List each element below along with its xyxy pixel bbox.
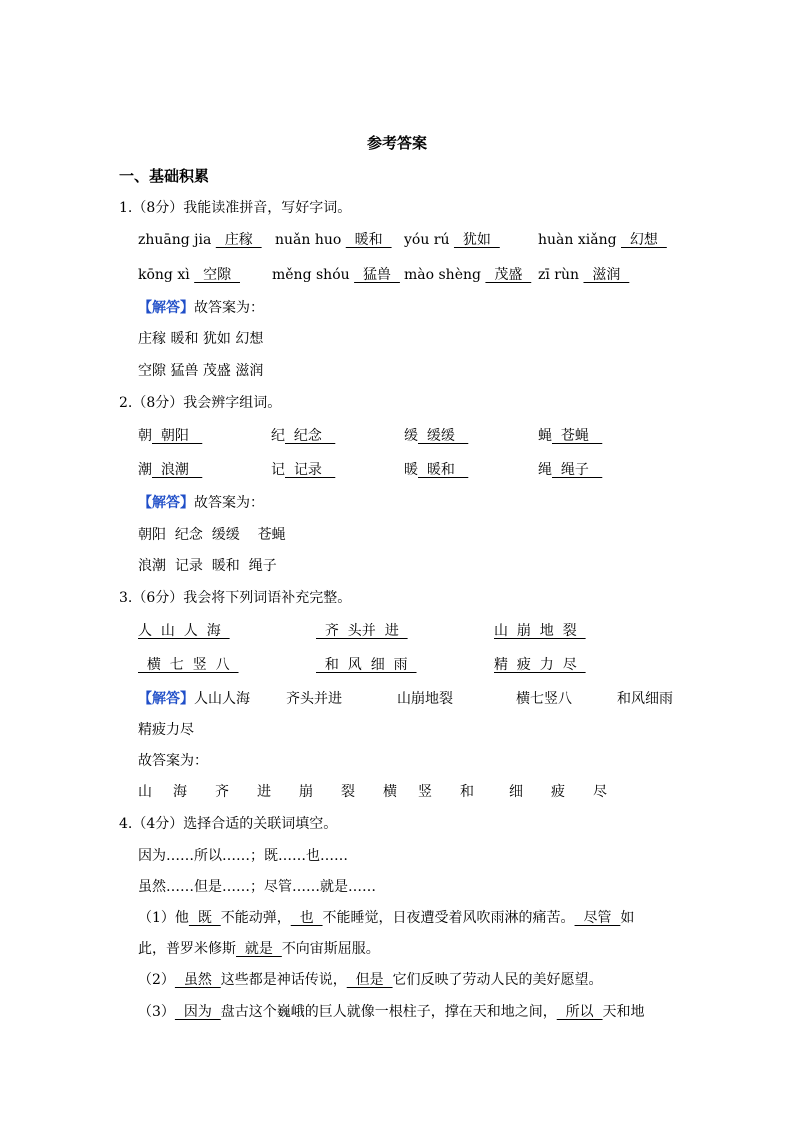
q1-row2-item: kōng xì 空隙 bbox=[138, 267, 240, 283]
answer-blank: 猛兽 bbox=[354, 267, 400, 283]
q3-answer-idiom: 横七竖八 bbox=[516, 691, 572, 707]
page-title: 参考答案 bbox=[366, 134, 427, 152]
q2-row2-item: 记 记录 bbox=[271, 462, 336, 478]
q1-row1-item: yóu rú 犹如 bbox=[404, 232, 500, 248]
q3-idiom: 山 崩 地 裂 bbox=[494, 623, 586, 639]
q2-answer-line-2: 浪潮 记录 暖和 绳子 bbox=[138, 558, 277, 574]
answer-blank: 也 bbox=[290, 910, 323, 926]
q1-row2-item: zī rùn 滋润 bbox=[538, 267, 630, 283]
answer-blank: 苍蝇 bbox=[552, 428, 603, 444]
answer-blank: 虽然 bbox=[174, 972, 221, 988]
q3-idiom: 精 疲 力 尽 bbox=[494, 657, 586, 673]
answer-blank: 既 bbox=[188, 910, 221, 926]
q1-row1-item: nuǎn huo 暖和 bbox=[275, 232, 392, 248]
jieda-tag: 【解答】 bbox=[138, 495, 194, 511]
answer-blank: 浪潮 bbox=[152, 462, 203, 478]
question-4-heading: 4.（4分）选择合适的关联词填空。 bbox=[119, 816, 338, 832]
answer-blank: 朝阳 bbox=[152, 428, 203, 444]
answer-blank: 所以 bbox=[556, 1004, 603, 1020]
q2-row1-item: 纪 纪念 bbox=[271, 428, 336, 444]
answer-blank: 绳子 bbox=[552, 462, 603, 478]
q3-answer-char: 齐 bbox=[215, 784, 229, 800]
q2-row1-item: 朝 朝阳 bbox=[138, 428, 203, 444]
answer-blank: 记录 bbox=[285, 462, 336, 478]
q3-answer-char: 横 bbox=[383, 784, 397, 800]
q3-idiom: 齐 头并 进 bbox=[316, 623, 408, 639]
q4-sentence-1-cont: 此，普罗米修斯 就是 不向宙斯屈服。 bbox=[138, 941, 380, 957]
q1-row1-item: zhuāng jia 庄稼 bbox=[138, 232, 262, 248]
q4-sentence-2: （2） 虽然 这些都是神话传说， 但是 它们反映了劳动人民的美好愿望。 bbox=[138, 972, 603, 988]
answer-blank: 缓缓 bbox=[418, 428, 469, 444]
q3-explanation: 【解答】人山人海 bbox=[138, 691, 250, 707]
q3-answer-char: 细 bbox=[509, 784, 523, 800]
answer-blank: 因为 bbox=[174, 1004, 221, 1020]
q2-answer-line-1: 朝阳 纪念 缓缓 苍蝇 bbox=[138, 527, 286, 543]
q1-row2-item: měng shóu 猛兽 bbox=[272, 267, 400, 283]
answer-blank: 犹如 bbox=[453, 232, 500, 248]
q3-answer-char: 尽 bbox=[593, 784, 607, 800]
q4-sentence-3: （3） 因为 盘古这个巍峨的巨人就像一根柱子，撑在天和地之间， 所以 天和地 bbox=[138, 1004, 645, 1020]
q3-idiom: 横 七 竖 八 bbox=[138, 657, 239, 673]
answer-blank: 暖和 bbox=[418, 462, 469, 478]
jieda-tag: 【解答】 bbox=[138, 691, 194, 707]
question-1-heading: 1.（8分）我能读准拼音，写好字词。 bbox=[119, 200, 352, 216]
q3-answer-char: 山 bbox=[138, 784, 152, 800]
answer-blank: 尽管 bbox=[574, 910, 621, 926]
q3-idiom: 和 风 细 雨 bbox=[316, 657, 417, 673]
answer-blank: 就是 bbox=[236, 941, 282, 957]
q3-answer-idiom: 齐头并进 bbox=[286, 691, 342, 707]
q1-answer-line-2: 空隙 猛兽 茂盛 滋润 bbox=[138, 363, 264, 379]
section-heading: 一、基础积累 bbox=[119, 167, 210, 185]
q3-idiom: 人 山 人 海 bbox=[138, 623, 230, 639]
q3-answer-char: 和 bbox=[460, 784, 474, 800]
q3-answer-label: 故答案为： bbox=[138, 753, 208, 769]
q2-row2-item: 暖 暖和 bbox=[404, 462, 469, 478]
q2-row2-item: 绳 绳子 bbox=[538, 462, 603, 478]
q2-explanation: 【解答】故答案为： bbox=[138, 495, 264, 511]
q3-answer-char: 疲 bbox=[551, 784, 565, 800]
question-2-heading: 2.（8分）我会辨字组词。 bbox=[119, 395, 282, 411]
answer-blank: 空隙 bbox=[194, 267, 240, 283]
q1-answer-line-1: 庄稼 暖和 犹如 幻想 bbox=[138, 331, 264, 347]
q4-option-line-2: 虽然……但是……；尽管……就是…… bbox=[138, 879, 376, 895]
answer-blank: 纪念 bbox=[285, 428, 336, 444]
answer-blank: 茂盛 bbox=[485, 267, 532, 283]
q3-answer-char: 崩 bbox=[299, 784, 313, 800]
q2-row1-item: 蝇 苍蝇 bbox=[538, 428, 603, 444]
q3-answer-idiom-line2: 精疲力尽 bbox=[138, 722, 194, 738]
q3-answer-idiom: 山崩地裂 bbox=[397, 691, 453, 707]
q3-answer-idiom: 和风细雨 bbox=[617, 691, 673, 707]
q3-answer-char: 海 bbox=[173, 784, 187, 800]
q4-option-line-1: 因为……所以……；既……也…… bbox=[138, 848, 348, 864]
answer-blank: 幻想 bbox=[621, 232, 667, 248]
answer-blank: 但是 bbox=[346, 972, 393, 988]
q2-row1-item: 缓 缓缓 bbox=[404, 428, 469, 444]
q3-answer-char: 竖 bbox=[418, 784, 432, 800]
q3-answer-char: 进 bbox=[257, 784, 271, 800]
answer-blank: 庄稼 bbox=[215, 232, 262, 248]
question-3-heading: 3.（6分）我会将下列词语补充完整。 bbox=[119, 590, 352, 606]
q1-explanation: 【解答】故答案为： bbox=[138, 300, 264, 316]
q3-answer-char: 裂 bbox=[341, 784, 355, 800]
q2-row2-item: 潮 浪潮 bbox=[138, 462, 203, 478]
q1-row1-item: huàn xiǎng 幻想 bbox=[538, 232, 667, 248]
answer-blank: 滋润 bbox=[583, 267, 630, 283]
jieda-tag: 【解答】 bbox=[138, 300, 194, 316]
answer-blank: 暖和 bbox=[345, 232, 392, 248]
q1-row2-item: mào shèng 茂盛 bbox=[404, 267, 532, 283]
q4-sentence-1: （1）他 既 不能动弹， 也 不能睡觉，日夜遭受着风吹雨淋的痛苦。 尽管 如 bbox=[138, 910, 635, 926]
